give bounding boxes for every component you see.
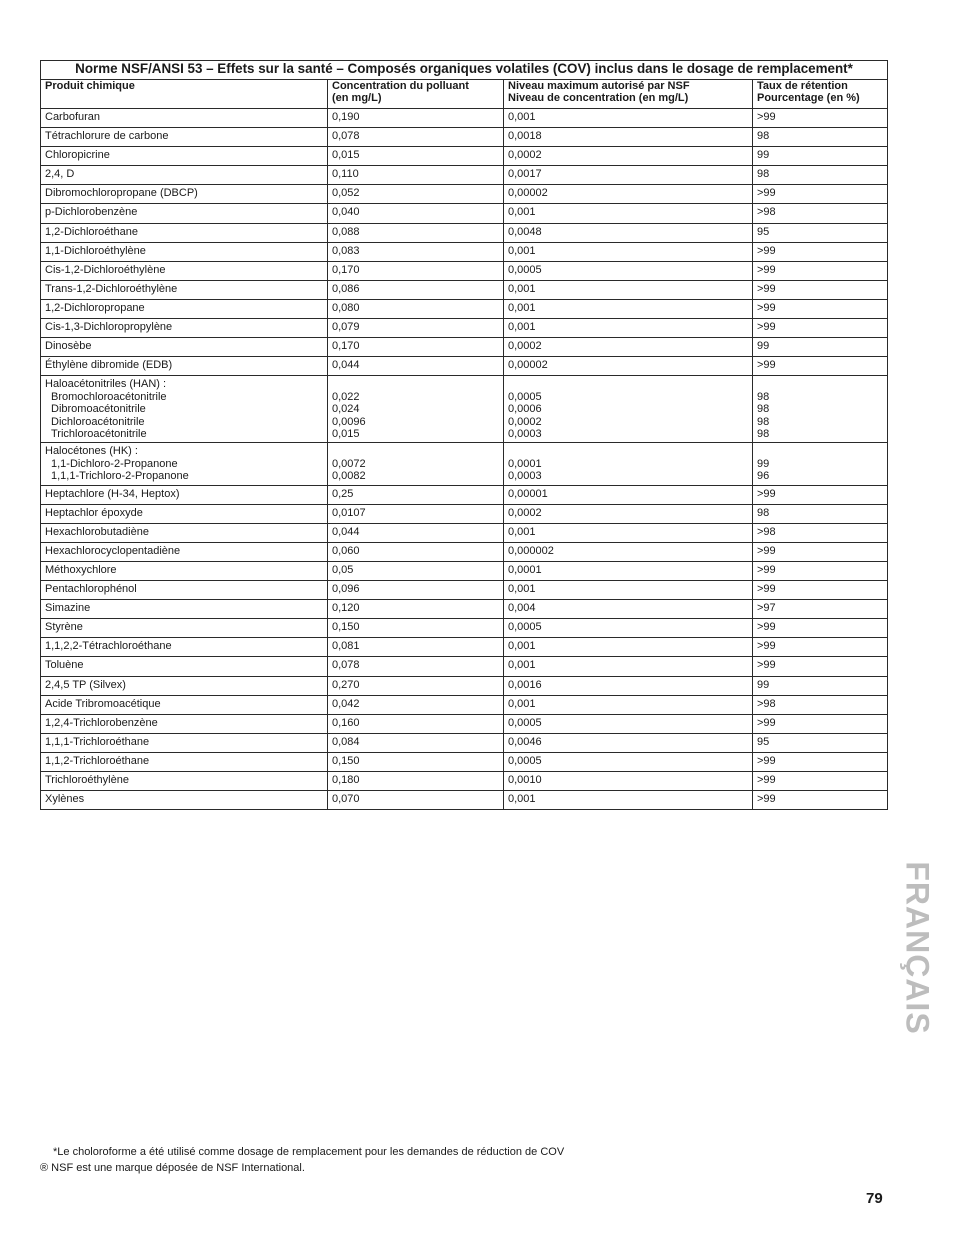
cell-max-level: 0,0002 [504,147,753,166]
cell-chemical: Heptachlor époxyde [41,504,328,523]
cell-retention: >99 [753,752,888,771]
cell-max-level: 0,0001 [504,561,753,580]
cell-max-level: 0,001 [504,695,753,714]
cell-chemical: Toluène [41,657,328,676]
cell-concentration: 0,083 [328,242,504,261]
table-row [41,204,888,223]
header-max-level: Niveau maximum autorisé par NSF Niveau de concentration (en mg/L) [504,80,753,109]
table-row [41,147,888,166]
table-row [41,242,888,261]
cell-concentration: 0,084 [328,733,504,752]
cell-chemical: 1,2-Dichloropropane [41,299,328,318]
group-item: Dichloroacétonitrile [51,415,145,428]
cell-retention: >99 [753,638,888,657]
cell-chemical: Tétrachlorure de carbone [41,128,328,147]
cell-retention: >99 [753,771,888,790]
header-retention: Taux de rétention Pourcentage (en %) [753,80,888,109]
table-row-han [41,376,888,443]
cell-chemical: 1,1,1-Trichloroéthane [41,733,328,752]
cell-chemical: Styrène [41,619,328,638]
footnotes [40,1144,564,1176]
table-row [41,338,888,357]
table-row [41,109,888,128]
header-concentration: Concentration du polluant (en mg/L) [328,80,504,109]
cell-chemical: 1,1,2-Trichloroéthane [41,752,328,771]
cell-chemical: 1,2,4-Trichlorobenzène [41,714,328,733]
voc-reduction-table [40,60,888,810]
cell-retention: >98 [753,204,888,223]
table-row [41,542,888,561]
cell-chemical: 2,4, D [41,166,328,185]
cell-concentration: 0,060 [328,542,504,561]
cell-concentration: 0,150 [328,752,504,771]
cell-retention: 95 [753,733,888,752]
cell-max-level: 0,001 [504,242,753,261]
group-item: 1,1-Dichloro-2-Propanone [51,457,178,470]
table-row [41,261,888,280]
cell-concentration: 0,160 [328,714,504,733]
cell-concentration: 0,042 [328,695,504,714]
cell-chemical: Simazine [41,600,328,619]
table-row [41,600,888,619]
cell-chemical: 1,2-Dichloroéthane [41,223,328,242]
cell-chemical: Cis-1,3-Dichloropropylène [41,319,328,338]
cell-chemical: Cis-1,2-Dichloroéthylène [41,261,328,280]
cell-concentration: 0,120 [328,600,504,619]
cell-concentration: 0,044 [328,523,504,542]
cell-concentration: 0,088 [328,223,504,242]
table-title: Norme NSF/ANSI 53 – Effets sur la santé – Composés organiques volatiles (COV) inclus dans le dosage de remplacement* [40,60,888,79]
table-row [41,223,888,242]
cell-chemical: Dinosèbe [41,338,328,357]
table-row [41,771,888,790]
cell-max-level: 0,000002 [504,542,753,561]
cell-concentration: 0,044 [328,357,504,376]
cell-chemical: Éthylène dibromide (EDB) [41,357,328,376]
cell-max-level: 0,0005 [504,619,753,638]
cell-max-level: 0,0017 [504,166,753,185]
cell-retention: 99 [753,147,888,166]
cell-concentration: 0,080 [328,299,504,318]
cell-chemical [41,443,328,485]
cell-chemical: 1,1-Dichloroéthylène [41,242,328,261]
cell-max-level: 0,001 [504,299,753,318]
cell-retention: 98 [753,128,888,147]
cell-retention: >99 [753,485,888,504]
cell-max-level: 0,0002 [504,338,753,357]
cell-max-level: 0,0018 [504,128,753,147]
footnote-replacement: *Le choloroforme a été utilisé comme dosage de remplacement pour les demandes de réduction de COV [53,1146,565,1158]
group-item: Bromochloroacétonitrile [51,390,167,403]
table-row [41,752,888,771]
cell-concentration: 0,052 [328,185,504,204]
cell-concentration: 0,015 [328,147,504,166]
cell-max-level: 0,001 [504,523,753,542]
table-row [41,733,888,752]
cell-chemical: p-Dichlorobenzène [41,204,328,223]
group-item: Dibromoacétonitrile [51,403,146,416]
table-row [41,581,888,600]
table-row [41,280,888,299]
table-row [41,166,888,185]
table-row [41,504,888,523]
cell-retention: >99 [753,581,888,600]
table-row-hk [41,443,888,485]
cell-concentration: 0,022 0,024 0,0096 0,015 [328,376,504,443]
cell-concentration: 0,180 [328,771,504,790]
cell-retention: >99 [753,242,888,261]
cell-max-level: 0,001 [504,280,753,299]
cell-chemical: Dibromochloropropane (DBCP) [41,185,328,204]
cell-retention: 99 [753,676,888,695]
cell-concentration: 0,040 [328,204,504,223]
language-side-label: FRANÇAIS [899,861,936,1035]
cell-concentration: 0,081 [328,638,504,657]
table-row [41,714,888,733]
group-item: Trichloroacétonitrile [51,427,147,440]
cell-max-level: 0,001 [504,204,753,223]
cell-max-level: 0,0005 [504,714,753,733]
cell-max-level: 0,0005 [504,752,753,771]
cell-max-level: 0,0005 [504,261,753,280]
table-row [41,128,888,147]
cell-concentration: 0,086 [328,280,504,299]
table-row [41,485,888,504]
cell-concentration: 0,079 [328,319,504,338]
cell-max-level: 0,00002 [504,185,753,204]
cell-max-level: 0,0016 [504,676,753,695]
table-row [41,676,888,695]
cell-max-level: 0,0001 0,0003 [504,443,753,485]
cell-retention: >98 [753,695,888,714]
table-body-second [41,485,888,810]
table-row [41,561,888,580]
cell-chemical: Carbofuran [41,109,328,128]
cell-retention: >99 [753,109,888,128]
cell-max-level: 0,0005 0,0006 0,0002 0,0003 [504,376,753,443]
han-group [41,376,888,485]
cell-chemical: Trichloroéthylène [41,771,328,790]
cell-retention: >99 [753,619,888,638]
cell-concentration: 0,096 [328,581,504,600]
cell-retention: 98 [753,504,888,523]
header-chemical: Produit chimique [41,80,328,109]
cell-max-level: 0,001 [504,638,753,657]
table-row [41,319,888,338]
cell-retention: >99 [753,357,888,376]
table-header-row [41,80,888,109]
cell-concentration: 0,190 [328,109,504,128]
cell-concentration: 0,0107 [328,504,504,523]
cell-max-level: 0,0010 [504,771,753,790]
group-label-hk: Halocétones (HK) : [45,445,138,458]
cell-chemical: Xylènes [41,791,328,810]
cell-chemical: 1,1,2,2-Tétrachloroéthane [41,638,328,657]
cell-retention: >99 [753,280,888,299]
cell-retention: >98 [753,523,888,542]
page-number: 79 [866,1190,883,1207]
cell-concentration: 0,150 [328,619,504,638]
cell-retention: >99 [753,185,888,204]
table-row [41,299,888,318]
cell-retention: 99 [753,338,888,357]
cell-max-level: 0,001 [504,319,753,338]
cell-concentration: 0,270 [328,676,504,695]
cell-concentration: 0,110 [328,166,504,185]
cell-retention: 98 98 98 98 [753,376,888,443]
cell-retention: >99 [753,657,888,676]
cell-concentration: 0,078 [328,128,504,147]
table-row [41,638,888,657]
cell-retention: >99 [753,561,888,580]
cell-chemical: Pentachlorophénol [41,581,328,600]
table-row [41,791,888,810]
cell-retention: >97 [753,600,888,619]
table-row [41,695,888,714]
cell-max-level: 0,001 [504,791,753,810]
cell-max-level: 0,001 [504,109,753,128]
cell-chemical [41,376,328,443]
cell-max-level: 0,0048 [504,223,753,242]
cell-retention: >99 [753,791,888,810]
cell-retention: >99 [753,542,888,561]
cell-chemical: Trans-1,2-Dichloroéthylène [41,280,328,299]
cell-max-level: 0,004 [504,600,753,619]
cell-concentration: 0,05 [328,561,504,580]
cell-chemical: 2,4,5 TP (Silvex) [41,676,328,695]
group-label-han: Haloacétonitriles (HAN) : [45,378,167,391]
cell-retention: 95 [753,223,888,242]
table-row [41,357,888,376]
cell-retention: >99 [753,714,888,733]
cell-concentration: 0,0072 0,0082 [328,443,504,485]
cell-concentration: 0,170 [328,261,504,280]
cell-chemical: Méthoxychlore [41,561,328,580]
cell-retention: >99 [753,261,888,280]
table-row [41,619,888,638]
cell-max-level: 0,00001 [504,485,753,504]
table-body-first [41,109,888,376]
cell-concentration: 0,078 [328,657,504,676]
cell-max-level: 0,001 [504,657,753,676]
cell-chemical: Hexachlorobutadiène [41,523,328,542]
cell-chemical: Heptachlore (H-34, Heptox) [41,485,328,504]
table-row [41,185,888,204]
footnote-trademark: ® NSF est une marque déposée de NSF International. [40,1162,305,1174]
cell-concentration: 0,170 [328,338,504,357]
table-row [41,657,888,676]
group-item: 1,1,1-Trichloro-2-Propanone [51,470,189,483]
cell-max-level: 0,0002 [504,504,753,523]
cell-max-level: 0,0046 [504,733,753,752]
cell-max-level: 0,001 [504,581,753,600]
cell-retention: >99 [753,299,888,318]
cell-concentration: 0,25 [328,485,504,504]
cell-retention: >99 [753,319,888,338]
cell-chemical: Hexachlorocyclopentadiène [41,542,328,561]
cell-chemical: Chloropicrine [41,147,328,166]
cell-retention: 98 [753,166,888,185]
cell-max-level: 0,00002 [504,357,753,376]
cell-retention: 99 96 [753,443,888,485]
cell-chemical: Acide Tribromoacétique [41,695,328,714]
table-row [41,523,888,542]
cell-concentration: 0,070 [328,791,504,810]
